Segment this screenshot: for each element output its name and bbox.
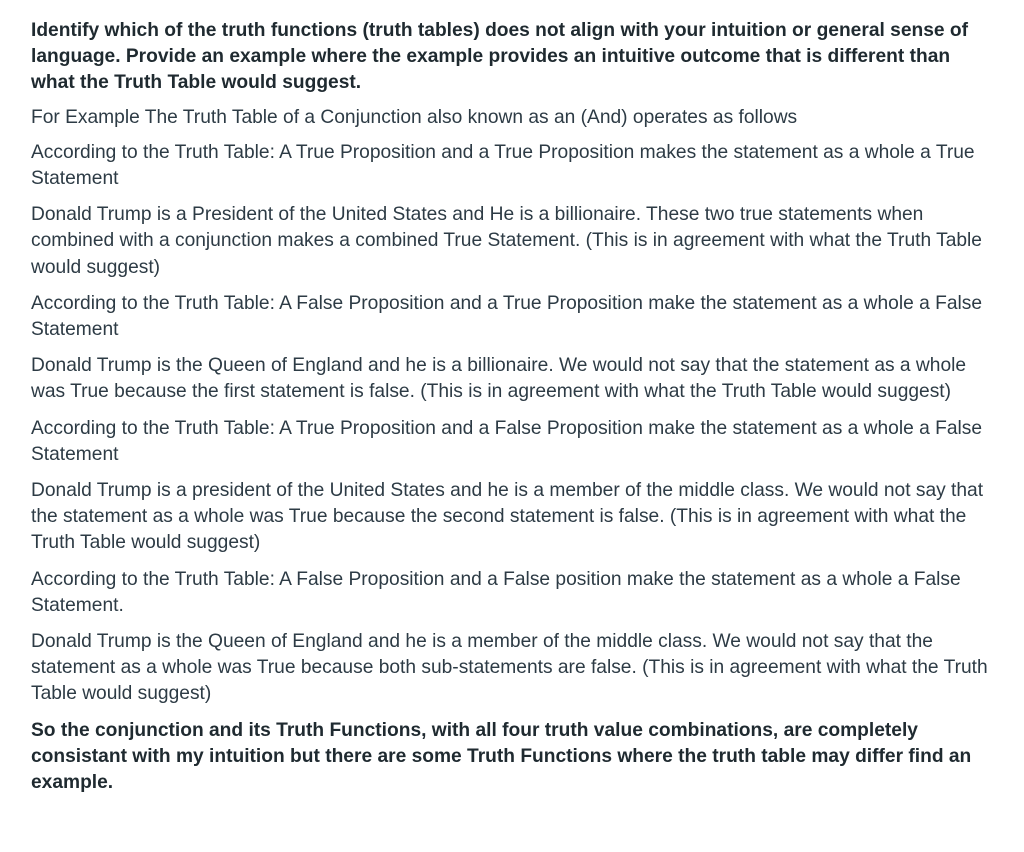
conclusion: So the conjunction and its Truth Functions, with all four truth value combinations, are completely consistant with my intuition but there are some Truth Functions where the truth table may differ find an example.	[31, 719, 972, 794]
paragraph-example-false-true: Donald Trump is the Queen of England and he is a billionaire. We would not say that the statement as a whole was True because the first statement is false. (This is in agreement with what the Truth Table would suggest)	[31, 355, 967, 403]
prompt-intro: Identify which of the truth functions (truth tables) does not align with your intuition or general sense of language. Provide an example where the example provides an intuitive outcome that is different than what the Truth Table would suggest.	[31, 20, 968, 94]
paragraph-example-false-false: Donald Trump is the Queen of England and he is a member of the middle class. We would not say that the statement as a whole was True because both sub-statements are false. (This is in agreement with what the Truth Table would suggest)	[31, 631, 988, 705]
paragraph-rule-false-false: According to the Truth Table: A False Proposition and a False position make the statement as a whole a False Statement.	[31, 568, 961, 616]
paragraph-rule-true-false: According to the Truth Table: A True Proposition and a False Proposition make the statement as a whole a False Statement	[31, 417, 983, 465]
paragraph-conjunction-intro: For Example The Truth Table of a Conjunction also known as an (And) operates as follows	[31, 106, 798, 128]
paragraph-example-true-false: Donald Trump is a president of the United States and he is a member of the middle class. We would not say that the statement as a whole was True because the second statement is false. (This is in agreement with what the Truth Table would suggest)	[31, 480, 984, 554]
paragraph-rule-false-true: According to the Truth Table: A False Proposition and a True Proposition make the statement as a whole a False Statement	[31, 292, 983, 341]
paragraph-rule-true-true: According to the Truth Table: A True Proposition and a True Proposition makes the statement as a whole a True Statement	[31, 141, 975, 190]
document-body	[31, 18, 991, 806]
paragraph-example-true-true: Donald Trump is a President of the United States and He is a billionaire. These two true statements when combined with a conjunction makes a combined True Statement. (This is in agreement with what the Truth Table would suggest)	[31, 204, 982, 278]
